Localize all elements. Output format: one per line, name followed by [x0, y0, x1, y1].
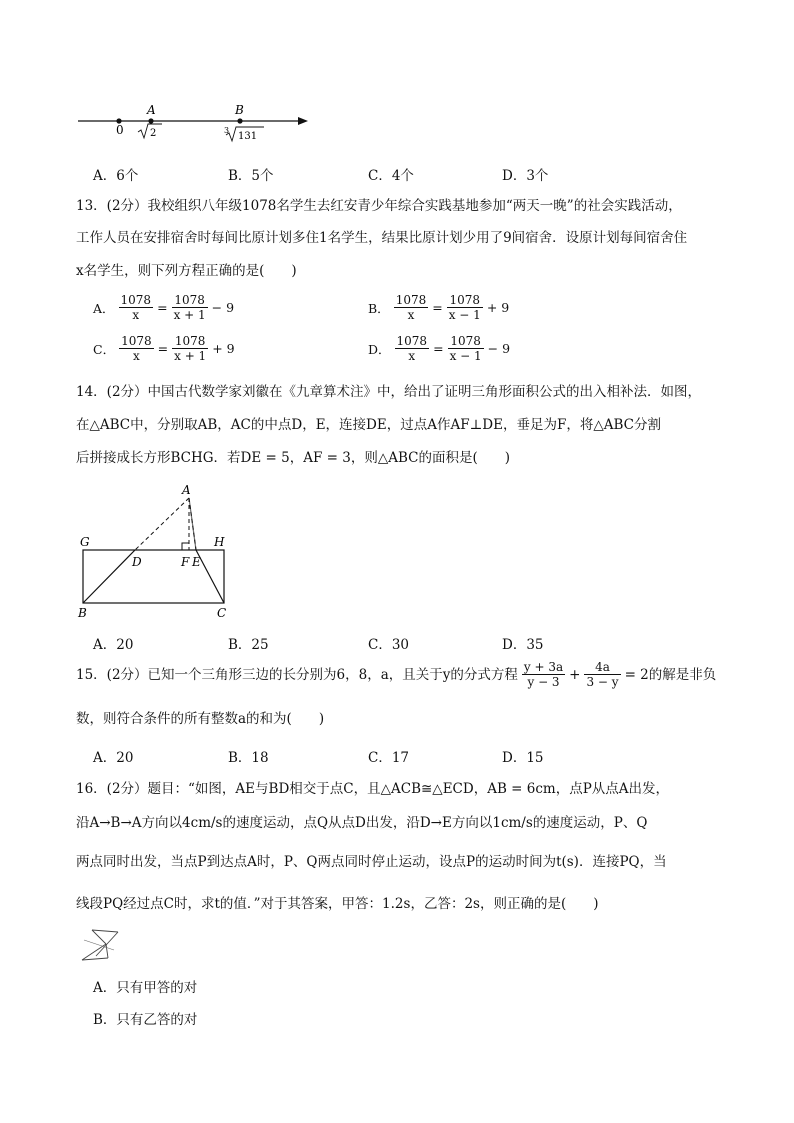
q13-option-c[interactable]: C． $\frac{1078}{x}$ = $\frac{1078}{x + 1}$ + 9: [93, 334, 235, 363]
q13-option-d[interactable]: D． $\frac{1078}{x}$ = $\frac{1078}{x - 1}$ − 9: [368, 334, 511, 363]
q13-text-line2: 工作人员在安排宿舍时每间比原计划多住1名学生，结果比原计划少用了9间宿舍．设原计划每间宿舍住: [76, 230, 688, 246]
fraction: $\frac{1078}{x}$: [395, 293, 427, 322]
q14-option-a[interactable]: A．20: [93, 637, 134, 653]
option-label: B．: [368, 300, 390, 316]
fraction: $\frac{4a}{3 - y}$: [586, 660, 619, 689]
q15-text-line1: 15．(2分）已知一个三角形三边的长分别为6，8，a，且关于y的分式方程 $\frac{y + 3a}{y - 3}$ + $\frac{4a}{3 - y}$ = 2的解是非负: [76, 660, 717, 689]
q16-small-figure: [74, 926, 126, 964]
number-line-figure: [70, 100, 320, 148]
q15-option-b[interactable]: B．18: [228, 750, 269, 766]
q16-text-line4: 线段PQ经过点C时，求t的值．”对于其答案，甲答：1.2s，乙答：2s，则正确的是( ): [76, 896, 599, 912]
label-g: G: [80, 535, 90, 549]
q15-text-line2: 数，则符合条件的所有整数a的和为( ): [76, 711, 325, 727]
label-f: F: [181, 555, 190, 569]
label-b: B: [78, 606, 87, 620]
point-b: [237, 118, 242, 123]
q15-option-d[interactable]: D．15: [502, 750, 544, 766]
q16-option-a[interactable]: A．只有甲答的对: [93, 980, 198, 996]
label-sqrt2: 2: [150, 128, 157, 139]
label-b: B: [235, 103, 244, 117]
q12-option-c[interactable]: C．4个: [368, 168, 414, 184]
q14-option-b[interactable]: B．25: [228, 637, 269, 653]
q16-text-line2: 沿A→B→A方向以4cm/s的速度运动，点Q从点D出发，沿D→E方向以1cm/s的速度运动，P、Q: [76, 815, 648, 831]
q14-text-line3: 后拼接成长方形BCHG．若DE = 5，AF = 3，则△ABC的面积是( ): [76, 450, 510, 466]
q16-text-line1: 16．(2分）题目：“如图，AE与BD相交于点C，且△ACB≅△ECD，AB = 6cm，点P从点A出发，: [76, 781, 670, 797]
point-a: [148, 118, 153, 123]
q12-option-a[interactable]: A．6个: [93, 168, 139, 184]
fraction: $\frac{1078}{x - 1}$: [448, 293, 481, 322]
q14-text-line1: 14．(2分）中国古代数学家刘徽在《九章算术注》中，给出了证明三角形面积公式的出入相补法．如图，: [76, 384, 702, 400]
q16-option-b[interactable]: B．只有乙答的对: [93, 1012, 198, 1028]
fraction: $\frac{1078}{x + 1}$: [173, 293, 206, 322]
q12-option-d[interactable]: D．3个: [502, 168, 549, 184]
fraction: $\frac{1078}{x + 1}$: [174, 334, 207, 363]
label-h: H: [214, 535, 225, 549]
fraction: $\frac{1078}{x}$: [396, 334, 428, 363]
label-a: A: [147, 103, 156, 117]
q13-option-b[interactable]: B． $\frac{1078}{x}$ = $\frac{1078}{x - 1}$ + 9: [368, 293, 510, 322]
label-cuberoot-131: 131: [238, 131, 258, 142]
label-a: A: [182, 483, 191, 497]
fraction: $\frac{y + 3a}{y - 3}$: [523, 660, 564, 689]
q14-text-line2: 在△ABC中，分别取AB，AC的中点D，E，连接DE，过点A作AF⊥DE，垂足为F，将△ABC分割: [76, 417, 661, 433]
label-cuberoot-index: 3: [224, 126, 230, 135]
q13-text-line3: x名学生，则下列方程正确的是( ): [76, 263, 297, 279]
label-zero: 0: [116, 123, 124, 137]
q14-option-d[interactable]: D．35: [502, 637, 544, 653]
option-label: A．: [93, 300, 115, 316]
q12-option-b[interactable]: B．5个: [228, 168, 274, 184]
q16-text-line3: 两点同时出发，当点P到达点A时，P、Q两点同时停止运动，设点P的运动时间为t(s)．连接PQ，当: [76, 854, 667, 870]
option-label: C．: [93, 341, 116, 357]
q14-option-c[interactable]: C．30: [368, 637, 410, 653]
label-d: D: [132, 555, 142, 569]
fraction: $\frac{1078}{x - 1}$: [449, 334, 482, 363]
fraction: $\frac{1078}{x}$: [121, 334, 152, 363]
label-e: E: [192, 555, 201, 569]
q14-rectangle-figure: [70, 478, 245, 623]
q13-option-a[interactable]: A． $\frac{1078}{x}$ = $\frac{1078}{x + 1}$ − 9: [93, 293, 235, 322]
q13-text-line1: 13．(2分）我校组织八年级1078名学生去红安青少年综合实践基地参加“两天一晚”的社会实践活动，: [76, 198, 682, 214]
q15-option-c[interactable]: C．17: [368, 750, 410, 766]
q15-option-a[interactable]: A．20: [93, 750, 134, 766]
fraction: $\frac{1078}{x}$: [120, 293, 152, 322]
option-label: D．: [368, 341, 391, 357]
label-c: C: [217, 606, 227, 620]
